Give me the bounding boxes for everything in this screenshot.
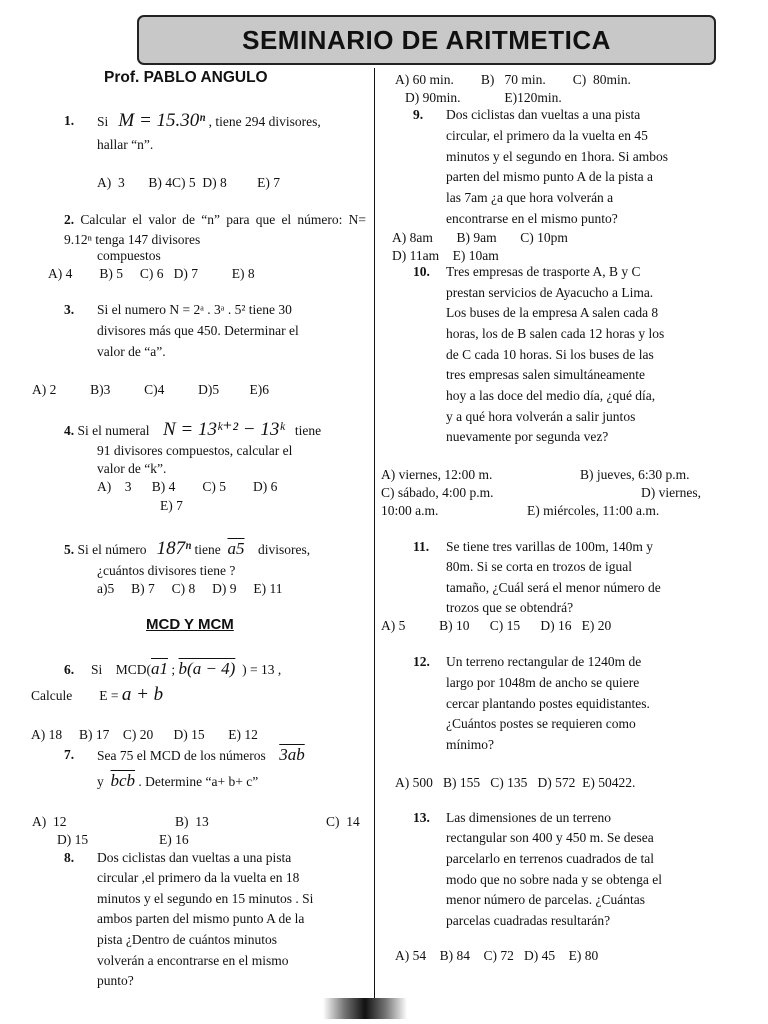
q12-line: cercar plantando postes equidistantes. <box>446 696 650 711</box>
section-heading: MCD Y MCM <box>146 616 234 633</box>
q9-options: A) 8am B) 9am C) 10pm <box>392 230 568 245</box>
q11-line: tamaño, ¿Cuál será el menor número de <box>446 580 661 595</box>
q7-option-b: B) 13 <box>175 814 209 829</box>
q7-overline-3ab: 3ab <box>279 745 305 764</box>
column-divider <box>374 68 375 998</box>
q7-option-c: C) 14 <box>326 814 360 829</box>
q7-y: y <box>97 774 104 789</box>
q5-line2: ¿cuántos divisores tiene ? <box>97 563 236 578</box>
q10-option-a: A) viernes, 12:00 m. <box>381 467 493 482</box>
q4-options: A) 3 B) 4 C) 5 D) 6 <box>97 479 278 494</box>
q13-line: rectangular son 400 y 450 m. Se desea <box>446 830 654 845</box>
q10-option-b: B) jueves, 6:30 p.m. <box>580 467 690 482</box>
q8-options-2: D) 90min. E)120min. <box>405 90 562 105</box>
q1-line1 <box>97 111 321 132</box>
q6-si: Si <box>91 662 103 677</box>
q9-line: parten del mismo punto A de la pista a <box>446 169 653 184</box>
q4-line1 <box>64 420 321 441</box>
q5-si: Si el número <box>77 542 147 557</box>
q6-number: 6. <box>64 662 75 677</box>
q9-line: las 7am ¿a que hora volverán a <box>446 190 614 205</box>
q11-options: A) 5 B) 10 C) 15 D) 16 E) 20 <box>381 618 612 633</box>
q4-tiene: tiene <box>294 423 322 438</box>
q12-line: largo por 1048m de ancho se quiere <box>446 675 640 690</box>
q1-options: A) 3 B) 4C) 5 D) 8 E) 7 <box>97 175 280 190</box>
q1-rest: , tiene 294 divisores, <box>208 114 321 129</box>
q8-line: ambos parten del mismo punto A de la <box>97 911 305 926</box>
q13-line: modo que no sobre nada y se obtenga el <box>446 872 662 887</box>
q9-line: Dos ciclistas dan vueltas a una pista <box>446 107 641 122</box>
q1-number: 1. <box>64 113 75 128</box>
q3-options: A) 2 B)3 C)4 D)5 E)6 <box>32 382 269 397</box>
q10-line: nuevamente por segunda vez? <box>446 429 609 444</box>
q11-line: Se tiene tres varillas de 100m, 140m y <box>446 539 653 554</box>
q7-text-2: . Determine “a+ b+ c” <box>138 774 259 789</box>
q12-line: ¿Cuántos postes se requieren como <box>446 716 636 731</box>
q6-overline-b: b(a − 4) <box>178 659 236 678</box>
q7-options-2: D) 15 E) 16 <box>57 832 189 847</box>
q12-number: 12. <box>413 654 430 669</box>
q13-line: menor número de parcelas. ¿Cuántas <box>446 892 646 907</box>
q10-option-c: C) sábado, 4:00 p.m. <box>381 485 494 500</box>
q8-line: Dos ciclistas dan vueltas a una pista <box>97 850 292 865</box>
q4-options-2: E) 7 <box>160 498 183 513</box>
q10-line: horas, los de B salen cada 12 horas y los <box>446 326 665 341</box>
q10-number: 10. <box>413 264 430 279</box>
q3-number: 3. <box>64 302 75 317</box>
q7-overline-bcb: $\overline{bcb}$ <box>110 771 136 790</box>
q4-number: 4. <box>64 423 75 438</box>
q10-option-d2: 10:00 a.m. <box>381 503 439 518</box>
q6-options: A) 18 B) 17 C) 20 D) 15 E) 12 <box>31 727 258 742</box>
q4-line3: valor de “k”. <box>97 461 167 476</box>
q12-line: mínimo? <box>446 737 494 752</box>
q8-line: volverán a encontrarse en el mismo <box>97 953 289 968</box>
q10-option-e: E) miércoles, 11:00 a.m. <box>527 503 660 518</box>
q5-line1 <box>64 539 310 560</box>
q3-line2: divisores más que 450. Determinar el <box>97 323 299 338</box>
q6-line2 <box>31 685 163 706</box>
q4-line2: 91 divisores compuestos, calcular el <box>97 443 293 458</box>
q7-option-a: A) 12 <box>32 814 67 829</box>
q2-line2: compuestos <box>97 248 161 263</box>
q13-line: parcelas cuadradas resultarán? <box>446 913 611 928</box>
q5-options: a)5 B) 7 C) 8 D) 9 E) 11 <box>97 581 283 596</box>
q7-line2 <box>97 771 258 792</box>
q1-line2: hallar “n”. <box>97 137 154 152</box>
q5-number: 5. <box>64 542 75 557</box>
q10-line: Los buses de la empresa A salen cada 8 <box>446 305 659 320</box>
q2-body: Calcular el valor de “n” para que el número: N= 9.12ⁿ tenga 147 divisores <box>64 212 367 247</box>
q6-e: E = <box>99 688 119 703</box>
q8-line: minutos y el segundo en 15 minutos . Si <box>97 891 314 906</box>
q7-number: 7. <box>64 747 75 762</box>
q9-line: encontrarse en el mismo punto? <box>446 211 618 226</box>
q8-line: circular ,el primero da la vuelta en 18 <box>97 870 300 885</box>
q10-option-d: D) viernes, <box>641 485 701 500</box>
q10-line: de C cada 10 horas. Si los buses de las <box>446 347 654 362</box>
q8-line: punto? <box>97 973 134 988</box>
q4-si: Si el numeral <box>77 423 150 438</box>
q10-line: tres empresas salen simultáneamente <box>446 367 646 382</box>
q8-number: 8. <box>64 850 75 865</box>
q6-end: ) = 13 , <box>242 662 282 677</box>
q3-line1: Si el numero N = 2ᵃ . 3ᵃ . 5² tiene 30 <box>97 302 292 317</box>
q6-calcule: Calcule <box>31 688 73 703</box>
q11-line: 80m. Si se corta en trozos de igual <box>446 559 632 574</box>
q7-line1 <box>97 745 305 766</box>
q9-options-2: D) 11am E) 10am <box>392 248 499 263</box>
q10-line: hoy a las doce del medio día, ¿qué día, <box>446 388 656 403</box>
q8-options: A) 60 min. B) 70 min. C) 80min. <box>395 72 631 87</box>
q13-line: parcelarlo en terrenos cuadrados de tal <box>446 851 655 866</box>
title-banner <box>137 15 716 65</box>
q11-number: 11. <box>413 539 430 554</box>
q2-text <box>64 210 366 250</box>
q6-sep: ; <box>171 662 176 677</box>
q1-formula: M = 15.30ⁿ <box>118 110 206 131</box>
footer-gradient-bar <box>323 998 407 1019</box>
q13-line: Las dimensiones de un terreno <box>446 810 611 825</box>
q7-text: Sea 75 el MCD de los números <box>97 748 266 763</box>
q6-mcd: MCD( <box>115 662 152 677</box>
q10-line: y a qué hora volverán a salir juntos <box>446 409 636 424</box>
q6-overline-a1: a1 <box>151 659 169 678</box>
q10-line: Tres empresas de trasporte A, B y C <box>446 264 641 279</box>
page-title: SEMINARIO DE ARITMETICA <box>242 25 611 55</box>
q5-overline-number: a5 <box>227 539 245 558</box>
q6-formula: a + b <box>121 684 164 705</box>
q1-si: Si <box>97 114 109 129</box>
q13-number: 13. <box>413 810 430 825</box>
q5-formula: 187ⁿ <box>156 538 192 559</box>
q4-formula: N = 13ᵏ⁺² − 13ᵏ <box>162 419 285 440</box>
q5-divisores: divisores, <box>257 542 311 557</box>
q2-number: 2. <box>64 212 75 227</box>
q12-options: A) 500 B) 155 C) 135 D) 572 E) 50422. <box>395 775 636 790</box>
q13-options: A) 54 B) 84 C) 72 D) 45 E) 80 <box>395 948 599 963</box>
q9-number: 9. <box>413 107 424 122</box>
q12-line: Un terreno rectangular de 1240m de <box>446 654 642 669</box>
q3-line3: valor de “a”. <box>97 344 166 359</box>
q11-line: trozos que se obtendrá? <box>446 600 574 615</box>
author-name: Prof. PABLO ANGULO <box>104 69 268 86</box>
q10-line: prestan servicios de Ayacucho a Lima. <box>446 285 654 300</box>
q6-line1 <box>64 659 281 680</box>
q9-line: minutos y el segundo en 1hora. Si ambos <box>446 149 668 164</box>
q2-options: A) 4 B) 5 C) 6 D) 7 E) 8 <box>48 266 255 281</box>
q5-tiene: tiene <box>194 542 221 557</box>
q8-line: pista ¿Dentro de cuántos minutos <box>97 932 277 947</box>
q9-line: circular, el primero da la vuelta en 45 <box>446 128 648 143</box>
